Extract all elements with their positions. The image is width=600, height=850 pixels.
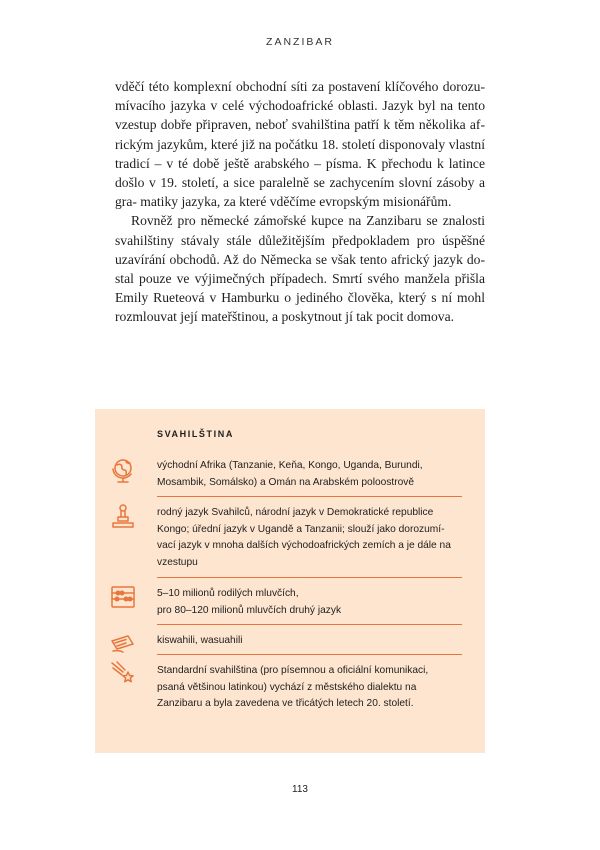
paragraph-1-line: tradicí – v té době ještě arabského – písma. K přechodu k latince xyxy=(115,155,485,171)
info-entry-text xyxy=(157,458,462,491)
info-line: vací jazyk v mnoha dalších východoafrických zemích a je dále na xyxy=(157,540,451,552)
info-box-title: SVAHILŠTINA xyxy=(157,429,234,439)
running-head: ZANZIBAR xyxy=(266,36,334,48)
info-line: vzestupu xyxy=(157,556,198,568)
info-entry-text xyxy=(157,586,462,619)
shooting-star-icon xyxy=(109,659,137,687)
info-line: Standardní svahilština (pro písemnou a oficiální komunikaci, xyxy=(157,665,429,676)
paragraph-2-line: uzavírání obchodů. Až do Německa se však tento africký jazyk do- xyxy=(115,251,485,267)
paragraph-1-line: matiky jazyka, za které vděčíme evropským misionářům. xyxy=(140,194,452,210)
info-line: Kongo; úřední jazyk v Ugandě a Tanzanii; slouží jako dorozumí- xyxy=(157,523,445,535)
info-line: rodný jazyk Svahilců, národní jazyk v Demokratické republice xyxy=(157,507,434,518)
info-line: kiswahili, wasuahili xyxy=(157,635,243,646)
language-info-box xyxy=(95,409,485,753)
abacus-icon xyxy=(109,583,137,611)
paragraph-2 xyxy=(115,211,485,326)
paragraph-1-line: rickým jazykům, které již na počátku 18. století disponovaly vlastní xyxy=(115,136,485,152)
paragraph-1-line: vděčí této komplexní obchodní síti za postavení klíčového dorozu- xyxy=(115,79,485,94)
paragraph-2-line: svahilštiny stávaly stále důležitějším předpokladem pro úspěšné xyxy=(115,232,485,248)
globe-icon xyxy=(109,457,137,485)
info-line: Mosambik, Somálsko) a Omán na Arabském poloostrově xyxy=(157,476,415,488)
info-entry-text xyxy=(157,663,462,713)
info-line: psaná většinou latinkou) vychází z městského dialektu na xyxy=(157,681,417,693)
divider xyxy=(157,624,462,625)
divider xyxy=(157,654,462,655)
info-line: 5–10 milionů rodilých mluvčích, xyxy=(157,588,299,599)
name-tag-icon xyxy=(109,629,137,657)
info-line: pro 80–120 milionů mluvčích druhý jazyk xyxy=(157,604,342,616)
paragraph-1-line: mívacího jazyka v celé východoafrické oblasti. Jazyk byl na tento xyxy=(115,98,485,114)
body-text xyxy=(115,77,485,327)
paragraph-1-line: došlo v 19. století, a sice paralelně se zachycením slovní zásoby a gra- xyxy=(115,175,485,210)
divider xyxy=(157,496,462,497)
info-entry-text xyxy=(157,633,462,650)
stamp-icon xyxy=(109,503,137,531)
page-number: 113 xyxy=(292,784,308,795)
paragraph-1 xyxy=(115,77,485,211)
paragraph-2-line: Emily Rueteová v Hamburku o jediného člověka, který s ní mohl xyxy=(115,290,485,306)
paragraph-2-line: Rovněž pro německé zámořské kupce na Zanzibaru se znalosti xyxy=(131,213,485,229)
paragraph-2-line: rozmlouvat její mateřštinou, a poskytnout jí tak pocit domova. xyxy=(115,309,455,325)
info-entry-text xyxy=(157,505,462,571)
info-line: východní Afrika (Tanzanie, Keňa, Kongo, Uganda, Burundi, xyxy=(157,460,423,471)
info-line: Zanzibaru a byla zavedena ve třicátých letech 20. století. xyxy=(157,698,414,710)
paragraph-2-line: stal pouze ve výjimečných případech. Smrtí svého manžela přišla xyxy=(115,271,485,287)
paragraph-1-line: vzestup dobře připraven, neboť svahilština patří k těm několika af- xyxy=(115,117,485,133)
divider xyxy=(157,577,462,578)
